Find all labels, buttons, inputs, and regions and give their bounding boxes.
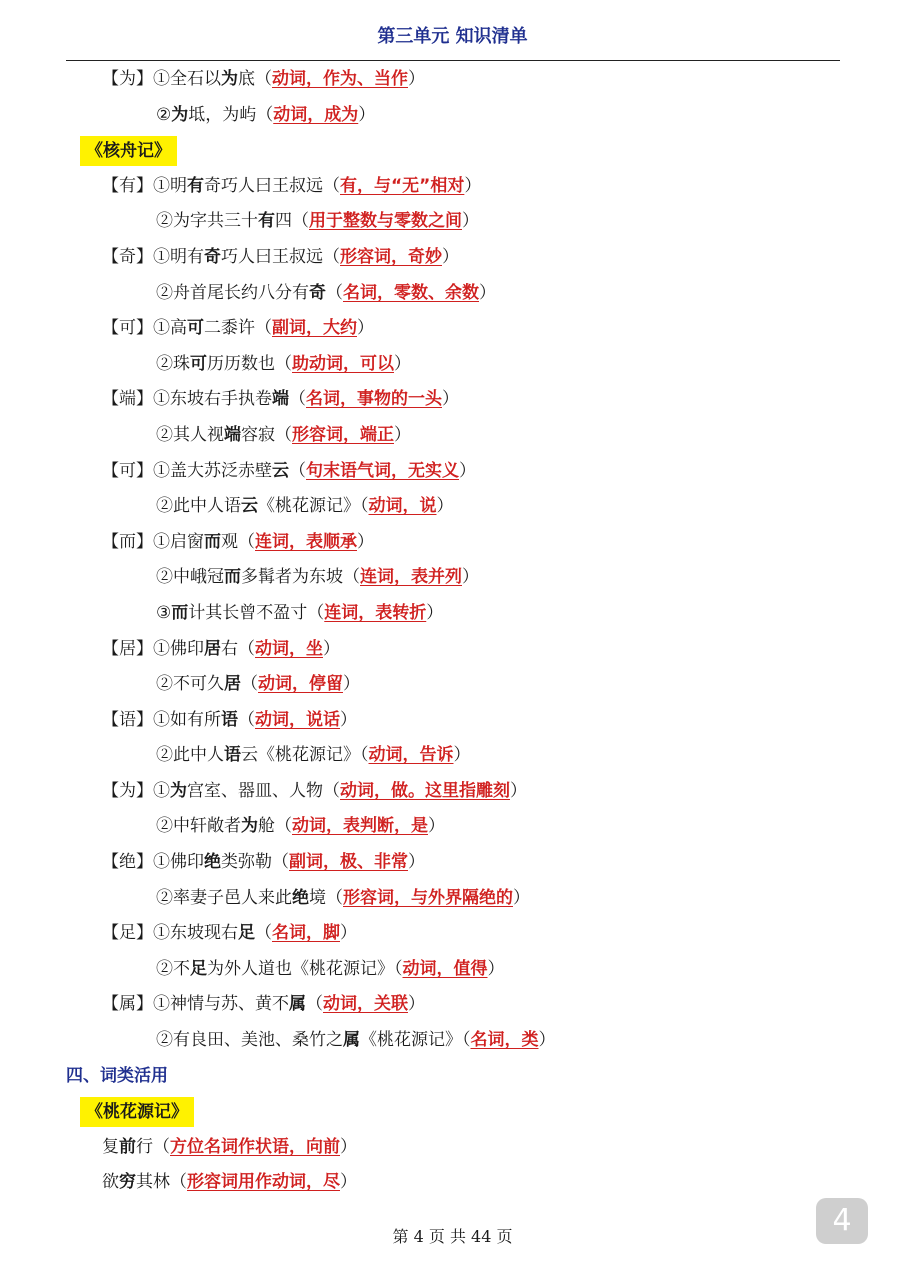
word-entry-line <box>0 169 905 205</box>
word-entry-line <box>0 454 905 490</box>
entry-label: 【足】 <box>102 923 153 944</box>
example-text: （ <box>238 709 255 730</box>
closing-paren: ） <box>408 852 425 873</box>
example-text: ①如有所 <box>153 709 221 730</box>
example-text: （ <box>241 674 258 695</box>
example-text: ①高 <box>153 318 187 339</box>
example-text: 欲 <box>102 1172 119 1193</box>
key-character: 绝 <box>204 852 221 873</box>
usage-line <box>0 1130 905 1166</box>
example-sub-line <box>0 1023 905 1059</box>
header-divider <box>66 60 840 61</box>
word-entry-line <box>0 525 905 561</box>
key-character: 为 <box>170 780 187 801</box>
example-text: ②其人视 <box>156 424 224 445</box>
answer-text: 名词，零数、余数 <box>343 282 479 303</box>
example-text: 坻，为屿（ <box>188 104 274 125</box>
example-text: 云《桃花源记》（ <box>241 745 369 766</box>
example-text: 巧人曰王叔远（ <box>221 246 340 267</box>
answer-text: 方位名词作状语，向前 <box>170 1136 340 1157</box>
example-text: ②此中人语 <box>156 496 241 517</box>
key-character: 为 <box>241 816 258 837</box>
entry-label: 【为】 <box>102 780 153 801</box>
answer-text: 形容词，与外界隔绝的 <box>343 887 513 908</box>
answer-text: 名词，类 <box>470 1030 539 1051</box>
answer-text: 形容词，奇妙 <box>340 246 442 267</box>
word-entry-line <box>0 240 905 276</box>
closing-paren: ） <box>464 175 482 196</box>
page-title: 第三单元 知识清单 <box>377 26 528 47</box>
key-character: 奇 <box>309 282 326 303</box>
answer-text: 动词，关联 <box>323 994 408 1015</box>
entry-label: 【语】 <box>102 709 153 730</box>
example-text: 观（ <box>221 531 255 552</box>
example-text: ②中轩敞者 <box>156 816 241 837</box>
example-text: （ <box>289 389 306 410</box>
key-character: 前 <box>119 1136 136 1157</box>
knowledge-list <box>0 62 905 1201</box>
example-text: ②有良田、美池、桑竹之 <box>156 1030 343 1051</box>
answer-text: 动词，值得 <box>402 958 488 979</box>
page-number-footer: 第 4 页 共 44 页 <box>392 1227 513 1246</box>
example-sub-line <box>0 347 905 383</box>
example-sub-line <box>0 204 905 240</box>
key-character: 有 <box>187 175 204 196</box>
key-character: 为 <box>171 104 189 125</box>
example-text: 二黍许（ <box>204 318 272 339</box>
entry-label: 【有】 <box>102 175 153 196</box>
answer-text: 连词，表并列 <box>360 567 462 588</box>
closing-paren: ） <box>340 709 357 730</box>
example-text: ②中峨冠 <box>156 567 224 588</box>
closing-paren: ） <box>462 211 479 232</box>
closing-paren: ） <box>357 318 374 339</box>
key-character: 云 <box>272 460 289 481</box>
closing-paren: ） <box>426 602 444 623</box>
example-text: 历历数也（ <box>207 353 292 374</box>
answer-text: 动词，说话 <box>255 709 340 730</box>
section-heading: 四、词类活用 <box>66 1065 168 1086</box>
example-sub-line <box>0 276 905 312</box>
key-character: 居 <box>224 674 241 695</box>
answer-text: 动词，说 <box>368 496 437 517</box>
example-text: 《桃花源记》（ <box>258 496 369 517</box>
closing-paren: ） <box>428 816 445 837</box>
example-sub-line <box>0 560 905 596</box>
example-sub-line <box>0 418 905 454</box>
example-text: ②为字共三十 <box>156 211 258 232</box>
example-text: 容寂（ <box>241 424 292 445</box>
key-character: 端 <box>224 424 241 445</box>
answer-text: 名词，脚 <box>272 923 340 944</box>
example-text: （ <box>326 282 343 303</box>
example-text: ①启窗 <box>153 531 204 552</box>
example-text: （ <box>255 923 272 944</box>
answer-text: 动词，停留 <box>258 674 343 695</box>
entry-label: 【绝】 <box>102 852 153 873</box>
example-text: ①东坡现右 <box>153 923 238 944</box>
example-text: 奇巧人曰王叔远（ <box>204 175 340 196</box>
example-text: 复 <box>102 1136 119 1157</box>
closing-paren: ） <box>453 745 471 766</box>
answer-text: 动词，坐 <box>255 638 323 659</box>
key-character: 足 <box>190 958 207 979</box>
closing-paren: ） <box>357 531 374 552</box>
closing-paren: ） <box>394 353 411 374</box>
example-text: 多髯者为东坡（ <box>241 567 360 588</box>
key-character: 而 <box>171 602 189 623</box>
example-text: ②舟首尾长约八分有 <box>156 282 309 303</box>
answer-text: 有，与“无”相对 <box>340 175 465 196</box>
key-character: 端 <box>272 389 289 410</box>
closing-paren: ） <box>442 389 459 410</box>
answer-text: 动词，作为、当作 <box>272 69 408 89</box>
answer-text: 连词，表转折 <box>324 602 427 623</box>
example-text: ①明有 <box>153 246 204 267</box>
example-text: ①东坡右手执卷 <box>153 389 272 410</box>
key-character: 为 <box>221 69 238 89</box>
word-entry-line <box>0 62 905 98</box>
answer-text: 形容词用作动词，尽 <box>187 1172 340 1193</box>
closing-paren: ） <box>538 1030 556 1051</box>
example-sub-line <box>0 98 905 134</box>
example-text: （ <box>289 460 306 481</box>
example-text: 四（ <box>275 211 309 232</box>
key-character: 语 <box>221 709 238 730</box>
answer-text: 副词，大约 <box>272 318 357 339</box>
closing-paren: ） <box>358 104 376 125</box>
example-text: 计其长曾不盈寸（ <box>188 602 325 623</box>
closing-paren: ） <box>408 994 425 1015</box>
closing-paren: ） <box>394 424 411 445</box>
closing-paren: ） <box>340 923 357 944</box>
key-character: 可 <box>190 353 207 374</box>
example-text: ① <box>153 780 170 801</box>
word-entry-line <box>0 987 905 1023</box>
closing-paren: ） <box>459 460 476 481</box>
answer-text: 名词，事物的一头 <box>306 389 442 410</box>
example-text: ①佛印 <box>153 638 204 659</box>
word-entry-line <box>0 382 905 418</box>
example-sub-line <box>0 952 905 988</box>
closing-paren: ） <box>408 69 425 89</box>
closing-paren: ） <box>513 887 530 908</box>
closing-paren: ） <box>340 1172 357 1193</box>
example-text: ② <box>156 104 172 125</box>
key-character: 奇 <box>204 246 221 267</box>
key-character: 居 <box>204 638 221 659</box>
answer-text: 动词，告诉 <box>368 745 454 766</box>
key-character: 穷 <box>119 1172 136 1193</box>
key-character: 绝 <box>292 887 309 908</box>
key-character: 属 <box>289 994 306 1015</box>
entry-label: 【而】 <box>102 531 153 552</box>
answer-text: 形容词，端正 <box>292 424 394 445</box>
closing-paren: ） <box>487 958 505 979</box>
book-title-highlight: 《桃花源记》 <box>80 1097 194 1127</box>
example-text: 类弥勒（ <box>221 852 289 873</box>
answer-text: 副词，极、非常 <box>289 852 408 873</box>
example-sub-line <box>0 738 905 774</box>
closing-paren: ） <box>510 780 527 801</box>
closing-paren: ） <box>462 567 479 588</box>
key-character: 而 <box>204 531 221 552</box>
key-character: 有 <box>258 211 275 232</box>
example-sub-line <box>0 596 905 632</box>
word-entry-line <box>0 703 905 739</box>
entry-label: 【端】 <box>102 389 153 410</box>
closing-paren: ） <box>340 1136 357 1157</box>
key-character: 云 <box>241 496 258 517</box>
closing-paren: ） <box>436 496 454 517</box>
example-text: 其林（ <box>136 1172 187 1193</box>
example-text: ③ <box>156 602 172 623</box>
entry-label: 【属】 <box>102 994 153 1015</box>
key-character: 而 <box>224 567 241 588</box>
example-text: ②珠 <box>156 353 190 374</box>
example-sub-line <box>0 881 905 917</box>
example-text: ②不 <box>156 958 190 979</box>
example-text: 行（ <box>136 1136 170 1157</box>
word-entry-line <box>0 311 905 347</box>
entry-label: 【可】 <box>102 460 153 481</box>
word-entry-line <box>0 774 905 810</box>
closing-paren: ） <box>442 246 459 267</box>
book-title-row <box>0 133 905 169</box>
answer-text: 动词，表判断，是 <box>292 816 428 837</box>
answer-text: 用于整数与零数之间 <box>309 211 462 232</box>
closing-paren: ） <box>479 282 496 303</box>
example-text: （ <box>306 994 323 1015</box>
answer-text: 动词，成为 <box>273 104 359 125</box>
example-text: 右（ <box>221 638 255 659</box>
key-character: 属 <box>343 1030 360 1051</box>
key-character: 足 <box>238 923 255 944</box>
word-entry-line <box>0 632 905 668</box>
answer-text: 连词，表顺承 <box>255 531 357 552</box>
page-badge: 4 <box>816 1198 868 1244</box>
example-text: 宫室、器皿、人物（ <box>187 780 340 801</box>
example-sub-line <box>0 489 905 525</box>
entry-label: 【为】 <box>102 69 153 89</box>
key-character: 可 <box>187 318 204 339</box>
book-title-highlight: 《核舟记》 <box>80 136 177 166</box>
example-text: 《桃花源记》（ <box>360 1030 471 1051</box>
example-sub-line <box>0 667 905 703</box>
example-text: ①神情与苏、黄不 <box>153 994 289 1015</box>
example-text: ②此中人 <box>156 745 224 766</box>
answer-text: 句末语气词，无实义 <box>306 460 459 481</box>
usage-line <box>0 1165 905 1201</box>
example-text: 舱（ <box>258 816 292 837</box>
entry-label: 【奇】 <box>102 246 153 267</box>
example-sub-line <box>0 809 905 845</box>
example-text: 境（ <box>309 887 343 908</box>
entry-label: 【居】 <box>102 638 153 659</box>
example-text: 为外人道也《桃花源记》（ <box>207 958 403 979</box>
example-text: ①佛印 <box>153 852 204 873</box>
example-text: ①明 <box>153 175 187 196</box>
word-entry-line <box>0 845 905 881</box>
answer-text: 动词，做。这里指雕刻 <box>340 780 510 801</box>
entry-label: 【可】 <box>102 318 153 339</box>
example-text: ②率妻子邑人来此 <box>156 887 292 908</box>
answer-text: 助动词，可以 <box>292 353 394 374</box>
example-text: ①全石以 <box>153 69 221 89</box>
key-character: 语 <box>224 745 241 766</box>
closing-paren: ） <box>343 674 360 695</box>
example-text: 底（ <box>238 69 272 89</box>
example-text: ①盖大苏泛赤壁 <box>153 460 272 481</box>
book-title-row <box>0 1094 905 1130</box>
word-entry-line <box>0 916 905 952</box>
closing-paren: ） <box>323 638 340 659</box>
example-text: ②不可久 <box>156 674 224 695</box>
